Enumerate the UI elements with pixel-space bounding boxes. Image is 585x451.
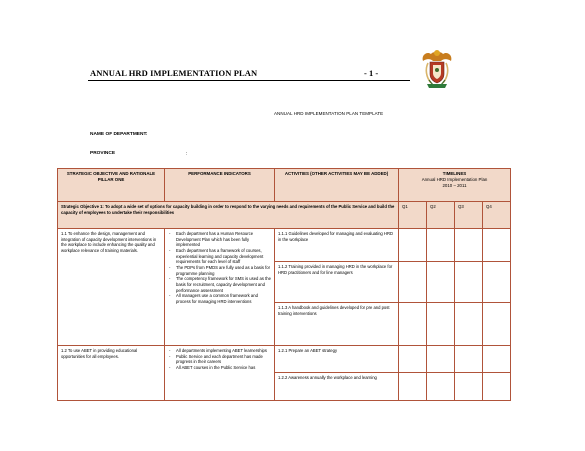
objective-cell: 1.1 To enhance the design, management and integration of capacity development interventions in the workplace to include enhancing the quality and workplace relevance of training materials.: [58, 229, 165, 346]
indicators-cell: [165, 346, 275, 401]
timelines-title: TIMELINES: [442, 171, 467, 176]
timeline-cell: [399, 346, 427, 401]
coat-of-arms-icon: [419, 47, 455, 89]
quarter-q1: Q1: [399, 202, 427, 229]
timeline-cell: [455, 346, 483, 401]
timeline-cell: [399, 229, 427, 346]
province-label: PROVINCE: [90, 151, 116, 156]
quarter-q3: Q3: [455, 202, 483, 229]
indicator-item: - Each department has a Human Resource Development Plan which has been fully implemented: [174, 231, 271, 248]
indicator-item: - All managers use a common framework and process for managing HRD interventions: [174, 293, 271, 304]
activity-item: 1.1.2 Training provided in managing HRD in the workplace for HRD practitioners and for line managers: [275, 262, 398, 303]
timelines-years: 2010 – 2011: [442, 182, 467, 188]
quarter-q2: Q2: [427, 202, 455, 229]
quarter-q4: Q4: [483, 202, 511, 229]
timelines-subtitle: Annual HRD Implementation Plan: [421, 176, 488, 182]
indicators-cell: [165, 229, 275, 346]
header-indicators: PERFORMANCE INDICATORS: [165, 169, 275, 202]
document-title: ANNUAL HRD IMPLEMENTATION PLAN: [90, 68, 258, 78]
header-timelines: [399, 169, 511, 202]
activity-item: 1.2.1 Prepare an ABET strategy: [275, 346, 398, 373]
province-colon: :: [186, 151, 188, 157]
indicator-item: - All ABET courses in the Public Service has: [174, 365, 271, 371]
department-label: NAME OF DEPARTMENT:: [90, 132, 148, 137]
timeline-cell: [427, 229, 455, 346]
activity-item: 1.1.1 Guidelines developed for managing and evaluating HRD in the workplace: [275, 229, 398, 262]
timeline-cell: [483, 229, 511, 346]
indicator-item: - Each department has a framework of courses, experiential learning and capacity development requirements for each level of staff: [174, 248, 271, 265]
header-objective: STRATEGIC OBJECTIVE AND RATIONALE PILLAR ONE: [58, 169, 165, 202]
header-activities: ACTIVITIES (OTHER ACTIVITIES MAY BE ADDED): [275, 169, 399, 202]
objective-cell: 1.2 To use ABET in providing educational opportunities for all employees.: [58, 346, 165, 401]
activities-cell: [275, 229, 399, 346]
header-rule: [88, 80, 410, 81]
implementation-plan-table: [57, 168, 511, 401]
indicator-item: - All departments implementing ABET learnerships: [174, 348, 271, 354]
indicator-item: - The competency framework for SMS is used as the basis for recruitment, capacity development and performance assessment: [174, 276, 271, 293]
activity-item: 1.2.2 Awareness annually the workplace and learning: [278, 375, 377, 380]
table-header-row: [58, 169, 511, 202]
table-row: [58, 229, 511, 346]
table-row: [58, 346, 511, 401]
timeline-cell: [483, 346, 511, 401]
indicator-item: - The PDPs from PMDS are fully used as a basis for programme planning: [174, 265, 271, 276]
strategic-objective-text: Strategic Objective 1: To adopt a wide set of options for capacity building in order to respond to the varying needs and requirements of the Public Service and build the capacity of employees to undertake their responsibilities: [58, 202, 399, 229]
activities-cell: [275, 346, 399, 401]
template-title: ANNUAL HRD IMPLEMENTATION PLAN TEMPLATE: [274, 111, 384, 116]
timeline-cell: [455, 229, 483, 346]
activity-item: 1.1.3 A handbook and guidelines developed for pre and post training interventions: [278, 305, 390, 316]
strategic-objective-row: [58, 202, 511, 229]
timeline-cell: [427, 346, 455, 401]
indicator-item: - Public Service and each department has made progress in their careers: [174, 354, 271, 365]
page-number: - 1 -: [364, 68, 379, 78]
